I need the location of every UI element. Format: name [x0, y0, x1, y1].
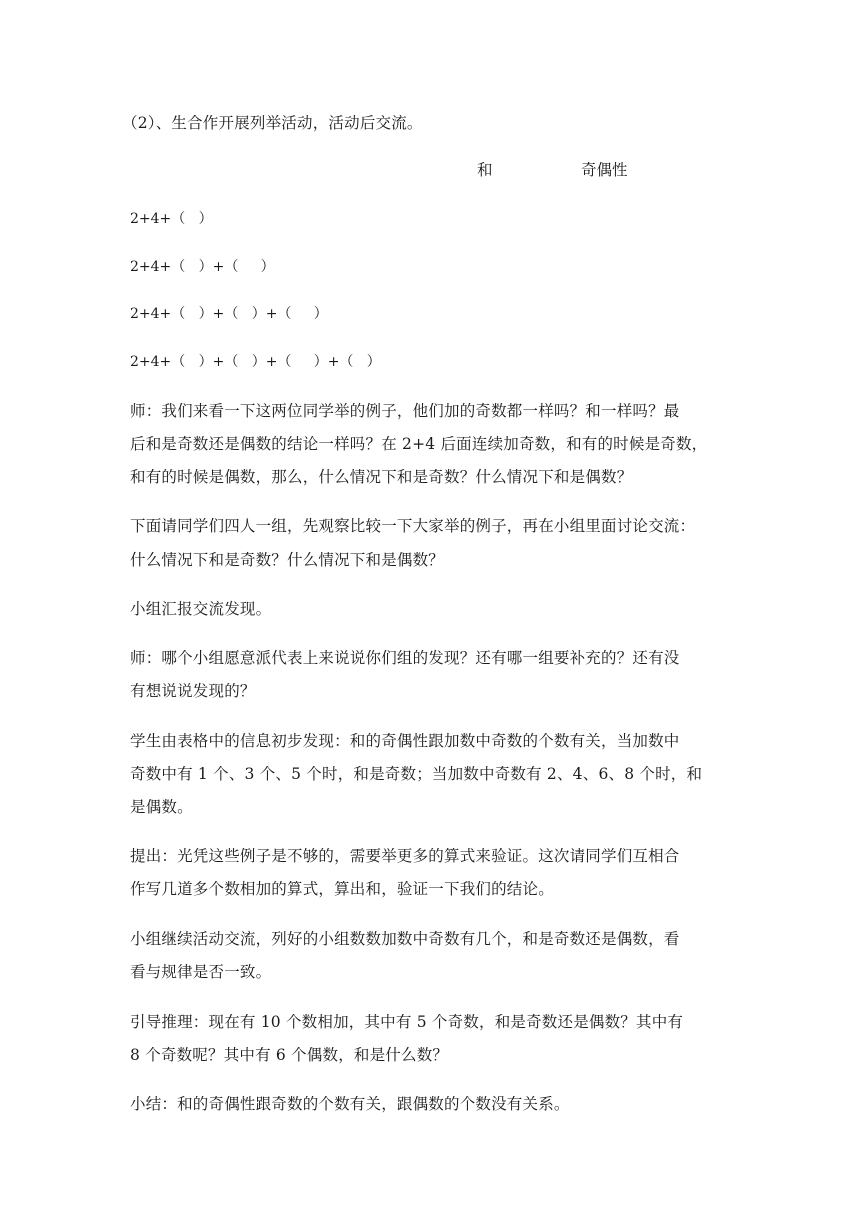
paragraph-line: 小组汇报交流发现。	[130, 600, 272, 618]
table-header-sum: 和	[477, 161, 493, 179]
paragraph-line: 小结：和的奇偶性跟奇数的个数有关，跟偶数的个数没有关系。	[130, 1095, 570, 1113]
paragraph-line: 小组继续活动交流，列好的小组数数加数中奇数有几个，和是奇数还是偶数，看	[130, 930, 680, 948]
formula-3: 2+4+（ ）+（ ）+（ ）	[130, 306, 328, 322]
paragraph-line: 作写几道多个数相加的算式，算出和，验证一下我们的结论。	[130, 880, 554, 898]
table-header-parity: 奇偶性	[581, 161, 628, 179]
formula-4: 2+4+（ ）+（ ）+（ ）+（ ）	[130, 354, 381, 370]
paragraph-line: 什么情况下和是奇数？什么情况下和是偶数？	[130, 551, 445, 569]
paragraph-line: 学生由表格中的信息初步发现：和的奇偶性跟加数中奇数的个数有关，当加数中	[130, 732, 680, 750]
paragraph-line: 师：哪个小组愿意派代表上来说说你们组的发现？还有哪一组要补充的？还有没	[130, 649, 680, 667]
paragraph-line: 是偶数。	[130, 798, 193, 816]
paragraph-line: 下面请同学们四人一组，先观察比较一下大家举的例子，再在小组里面讨论交流：	[130, 517, 696, 535]
paragraph-line: 和有的时候是偶数，那么，什么情况下和是奇数？什么情况下和是偶数？	[130, 468, 633, 486]
paragraph-line: 8 个奇数呢？其中有 6 个偶数，和是什么数？	[130, 1046, 449, 1064]
formula-1: 2+4+（ ）	[130, 211, 213, 227]
paragraph-line: 提出：光凭这些例子是不够的，需要举更多的算式来验证。这次请同学们互相合	[130, 847, 680, 865]
paragraph-line: 后和是奇数还是偶数的结论一样吗？在 2+4 后面连续加奇数，和有的时候是奇数，	[130, 435, 708, 453]
paragraph-line: 有想说说发现的？	[130, 682, 256, 700]
paragraph-line: 看与规律是否一致。	[130, 963, 272, 981]
paragraph-line: 奇数中有 1 个、3 个、5 个时，和是奇数；当加数中奇数有 2、4、6、8 个时，和	[130, 765, 703, 783]
formula-2: 2+4+（ ）+（ ）	[130, 259, 275, 275]
intro-line: （2）、生合作开展列举活动，活动后交流。	[122, 114, 423, 132]
paragraph-line: 引导推理：现在有 10 个数相加，其中有 5 个奇数，和是奇数还是偶数？其中有	[130, 1013, 684, 1031]
paragraph-line: 师：我们来看一下这两位同学举的例子，他们加的奇数都一样吗？和一样吗？最	[130, 402, 680, 420]
